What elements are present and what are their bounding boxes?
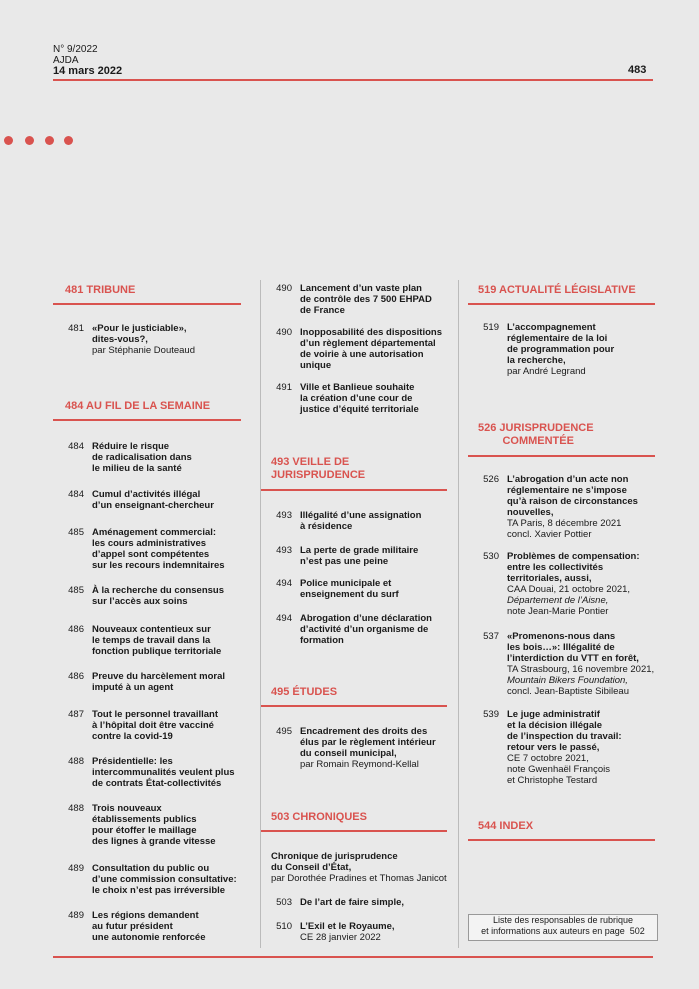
entry-author: par Romain Reymond-Kellal: [300, 759, 419, 770]
section-rule: [468, 839, 655, 841]
entry-page: 493: [276, 510, 292, 521]
decorative-dot: [25, 136, 34, 145]
section-title-actualite: 519 ACTUALITÉ LÉGISLATIVE: [478, 284, 636, 296]
entry-author: CE 7 octobre 2021, note Gwenhaël François et Christophe Testard: [507, 753, 610, 786]
entry-title: L’accompagnement réglementaire de la loi de programmation pour la recherche,: [507, 322, 615, 366]
entry-author: par Stéphanie Douteaud: [92, 345, 195, 356]
section-rule: [468, 455, 655, 457]
entry-author: par Dorothée Pradines et Thomas Janicot: [271, 873, 447, 884]
entry-page: 486: [68, 671, 84, 682]
entry-title: De l’art de faire simple,: [300, 897, 405, 908]
entry-author: TA Paris, 8 décembre 2021 concl. Xavier Pottier: [507, 518, 622, 540]
entry-title: Encadrement des droits des élus par le règlement intérieur du conseil municipal,: [300, 726, 436, 759]
entry-case-name: Département de l’Aisne,: [507, 595, 609, 606]
entry-title: À la recherche du consensus sur l’accès aux soins: [92, 585, 224, 607]
section-title-chroniques: 503 CHRONIQUES: [271, 811, 367, 823]
section-rule: [468, 303, 655, 305]
section-rule: [53, 303, 241, 305]
info-box-line1: Liste des responsables de rubrique: [492, 915, 634, 925]
entry-page: 530: [483, 551, 499, 562]
entry-title: Le juge administratif et la décision illégale de l’inspection du travail: retour vers le passé,: [507, 709, 622, 753]
decorative-dot: [45, 136, 54, 145]
footer-rule: [53, 956, 653, 958]
info-box-line2: et informations aux auteurs en page: [481, 926, 625, 936]
decorative-dot: [64, 136, 73, 145]
entry-page: 489: [68, 910, 84, 921]
entry-page: 510: [276, 921, 292, 932]
section-rule: [261, 705, 447, 707]
chronique-intro[interactable]: [271, 851, 457, 884]
entry-title: Police municipale et enseignement du surf: [300, 578, 399, 600]
entry-page: 539: [483, 709, 499, 720]
entry-page: 495: [276, 726, 292, 737]
section-title-tribune: 481 TRIBUNE: [65, 284, 136, 296]
entry-author: CAA Douai, 21 octobre 2021,: [507, 584, 631, 595]
entry-page: 485: [68, 527, 84, 538]
info-box-page: 502: [629, 926, 645, 936]
section-rule: [261, 489, 447, 491]
entry-page: 526: [483, 474, 499, 485]
entry-page: 494: [276, 578, 292, 589]
entry-title: Tout le personnel travaillant à l’hôpital doit être vacciné contre la covid-19: [92, 709, 218, 742]
section-title-au-fil: 484 AU FIL DE LA SEMAINE: [65, 400, 211, 412]
entry-title: Présidentielle: les intercommunalités veulent plus de contrats État-collectivités: [92, 756, 235, 789]
entry-page: 484: [68, 489, 84, 500]
entry-page: 489: [68, 863, 84, 874]
entry-title: Inopposabilité des dispositions d’un règlement départemental de voirie à une autorisation unique: [300, 327, 442, 371]
entry-title: Nouveaux contentieux sur le temps de travail dans la fonction publique territoriale: [92, 624, 222, 657]
entry-title: Réduire le risque de radicalisation dans le milieu de la santé: [92, 441, 192, 474]
column-divider: [458, 280, 459, 948]
entry-title: Trois nouveaux établissements publics pour étoffer le maillage des lignes à grande vitesse: [92, 803, 216, 847]
decorative-dot: [4, 136, 13, 145]
entry-title: Problèmes de compensation: entre les collectivités territoriales, aussi,: [507, 551, 640, 584]
header-rule: [53, 79, 653, 81]
entry-title: Lancement d’un vaste plan de contrôle des 7 500 EHPAD de France: [300, 283, 432, 316]
page-number: 483: [628, 64, 647, 76]
entry-page: 485: [68, 585, 84, 596]
entry-page: 491: [276, 382, 292, 393]
info-box[interactable]: [468, 914, 658, 941]
entry-title: Cumul d’activités illégal d’un enseignant-chercheur: [92, 489, 214, 511]
entry-title: Les régions demandent au futur président une autonomie renforcée: [92, 910, 206, 943]
entry-title: Aménagement commercial: les cours administratives d’appel sont compétentes sur les recours indemnitaires: [92, 527, 225, 571]
entry-page: 488: [68, 756, 84, 767]
entry-page: 486: [68, 624, 84, 635]
entry-page: 481: [68, 323, 84, 334]
section-title-veille: 493 VEILLE DE JURISPRUDENCE: [271, 456, 366, 481]
entry-page: 490: [276, 327, 292, 338]
entry-page: 519: [483, 322, 499, 333]
entry-page: 488: [68, 803, 84, 814]
entry-title: La perte de grade militaire n’est pas une peine: [300, 545, 419, 567]
entry-title: Ville et Banlieue souhaite la création d’une cour de justice d’équité territoriale: [300, 382, 419, 415]
section-rule: [53, 419, 241, 421]
issue-date: 14 mars 2022: [53, 65, 123, 77]
entry-title: Illégalité d’une assignation à résidence: [300, 510, 422, 532]
entry-title: Consultation du public ou d’une commission consultative: le choix n’est pas irréversible: [92, 863, 237, 896]
entry-title: Abrogation d’une déclaration d’activité d’un organisme de formation: [300, 613, 432, 646]
entry-page: 494: [276, 613, 292, 624]
journal-name: AJDA: [53, 55, 79, 66]
entry-page: 493: [276, 545, 292, 556]
section-title-index: 544 INDEX: [478, 820, 534, 832]
section-title-jurisprudence: 526 JURISPRUDENCE COMMENTÉE: [478, 422, 594, 447]
column-divider: [260, 280, 261, 948]
entry-page: 484: [68, 441, 84, 452]
entry-title: L’Exil et le Royaume,: [300, 921, 395, 932]
entry-title: Preuve du harcèlement moral imputé à un agent: [92, 671, 226, 693]
section-title-etudes: 495 ÉTUDES: [271, 686, 338, 698]
entry-author: concl. Jean-Baptiste Sibileau: [507, 686, 629, 697]
entry-title: L’abrogation d’un acte non réglementaire ne s’impose qu’à raison de circonstances nouvelles,: [507, 474, 638, 518]
entry-page: 490: [276, 283, 292, 294]
entry-title: «Promenons-nous dans les bois…»: Illégalité de l’interdiction du VTT en forêt,: [507, 631, 639, 664]
entry-page: 537: [483, 631, 499, 642]
entry-author: CE 28 janvier 2022: [300, 932, 381, 943]
entry-page: 487: [68, 709, 84, 720]
entry-author: note Jean-Marie Pontier: [507, 606, 609, 617]
issue-number: N° 9/2022: [53, 44, 98, 55]
entry-author: TA Strasbourg, 16 novembre 2021,: [507, 664, 655, 675]
section-rule: [261, 830, 447, 832]
entry-page: 503: [276, 897, 292, 908]
entry-title: Chronique de jurisprudence du Conseil d’État,: [271, 851, 398, 873]
entry-title: «Pour le justiciable», dites-vous?,: [92, 323, 187, 345]
entry-author: par André Legrand: [507, 366, 586, 377]
entry-case-name: Mountain Bikers Foundation,: [507, 675, 628, 686]
